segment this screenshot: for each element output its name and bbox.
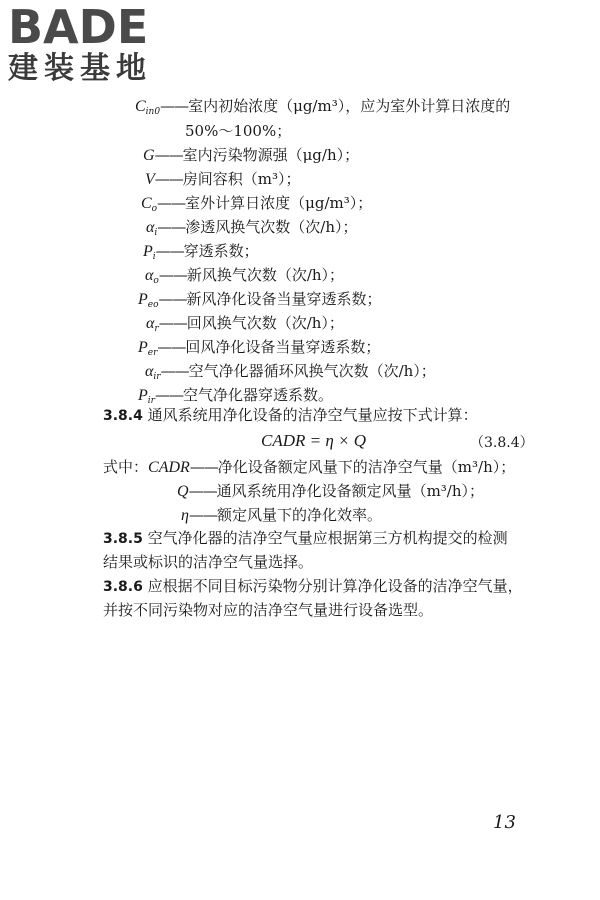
dash: ——	[155, 242, 184, 260]
where-line-eta	[181, 504, 382, 527]
definition-text: 房间容积（m³）；	[182, 170, 301, 188]
definition-text: 回风换气次数（次/h）；	[186, 314, 344, 332]
symbol: α	[146, 219, 155, 236]
symbol: P	[143, 243, 153, 260]
definition-text: 空气净化器穿透系数。	[182, 386, 333, 404]
dash: ——	[188, 482, 217, 500]
symbol-subscript: r	[154, 324, 159, 334]
clause-text: 空气净化器的洁净空气量应根据第三方机构提交的检测	[147, 529, 508, 547]
clause-text: 通风系统用净化设备的洁净空气量应按下式计算：	[147, 406, 478, 424]
symbol-subscript: ir	[153, 372, 161, 382]
symbol: C	[135, 98, 146, 115]
clause-text: 应根据不同目标污染物分别计算净化设备的洁净空气量，	[147, 577, 523, 595]
definition-text: 回风净化设备当量穿透系数；	[185, 338, 381, 356]
definition-text: 渗透风换气次数（次/h）；	[185, 218, 358, 236]
equation-number: （3.8.4）	[470, 435, 534, 451]
definition-line	[135, 95, 510, 123]
definition-line	[185, 120, 291, 142]
dash: ——	[154, 170, 183, 188]
symbol-subscript: ir	[147, 396, 155, 406]
dash: ——	[158, 314, 187, 332]
definition-text: 新风净化设备当量穿透系数；	[186, 290, 382, 308]
dash: ——	[160, 97, 189, 115]
symbol-subscript: er	[147, 348, 158, 358]
where-line-q	[177, 480, 484, 503]
clause-3-8-5-line1	[103, 527, 508, 550]
dash: ——	[154, 386, 183, 404]
definition-text: 室内初始浓度（μg/m³），应为室外计算日浓度的	[188, 97, 511, 115]
definition-text: 室内污染物源强（μg/h）；	[182, 146, 360, 164]
dash: ——	[158, 290, 187, 308]
dash: ——	[158, 266, 187, 284]
dash: ——	[189, 458, 218, 476]
definition-line	[143, 144, 359, 167]
definition-text: 穿透系数；	[183, 242, 259, 260]
logo-chinese-text: 建装基地	[8, 51, 152, 86]
symbol: V	[145, 171, 155, 188]
definition-text: 额定风量下的净化效率。	[216, 506, 382, 524]
symbol: P	[138, 387, 148, 404]
page-number: 13	[493, 812, 516, 833]
symbol-subscript: i	[154, 228, 158, 238]
clause-3-8-5-line2: 结果或标识的洁净空气量选择。	[103, 553, 314, 571]
clause-3-8-6-line2: 并按不同污染物对应的洁净空气量进行设备选型。	[103, 601, 434, 619]
definition-text: 空气净化器循环风换气次数（次/h）；	[188, 362, 436, 380]
clause-3-8-4	[103, 404, 478, 427]
dash: ——	[157, 218, 186, 236]
dash: ——	[157, 194, 186, 212]
clause-number: 3.8.4	[103, 408, 143, 424]
definition-continuation: 50%～100%；	[185, 122, 292, 140]
symbol-subscript: i	[152, 252, 156, 262]
symbol-subscript: eo	[147, 300, 159, 310]
where-prefix: 式中：	[103, 458, 149, 476]
bade-logo	[8, 0, 178, 86]
logo-wordmark: BADE	[8, 0, 149, 54]
symbol-eta: η	[181, 507, 189, 524]
clause-number: 3.8.5	[103, 531, 143, 547]
definition-line	[145, 168, 301, 191]
clause-number: 3.8.6	[103, 579, 143, 595]
symbol: G	[143, 147, 155, 164]
definition-text: 净化设备额定风量下的洁净空气量（m³/h）；	[217, 458, 516, 476]
symbol-cadr: CADR	[148, 459, 190, 476]
symbol-subscript: o	[153, 276, 159, 286]
symbol: α	[145, 267, 154, 284]
symbol: C	[141, 195, 152, 212]
symbol: α	[146, 315, 155, 332]
dash: ——	[188, 506, 217, 524]
definition-text: 室外计算日浓度（μg/m³）；	[185, 194, 373, 212]
formula-3-8-4: CADR = η × Q	[261, 431, 367, 450]
symbol-q: Q	[177, 483, 189, 500]
symbol: P	[138, 339, 148, 356]
dash: ——	[157, 338, 186, 356]
definition-text: 通风系统用净化设备额定风量（m³/h）；	[216, 482, 485, 500]
dash: ——	[160, 362, 189, 380]
clause-3-8-6-line1	[103, 575, 523, 598]
symbol-subscript: in0	[145, 107, 161, 117]
where-line-cadr	[103, 456, 515, 479]
dash: ——	[154, 146, 183, 164]
symbol-subscript: o	[151, 204, 158, 214]
definition-text: 新风换气次数（次/h）；	[186, 266, 345, 284]
symbol: α	[145, 363, 154, 380]
symbol: P	[138, 291, 148, 308]
